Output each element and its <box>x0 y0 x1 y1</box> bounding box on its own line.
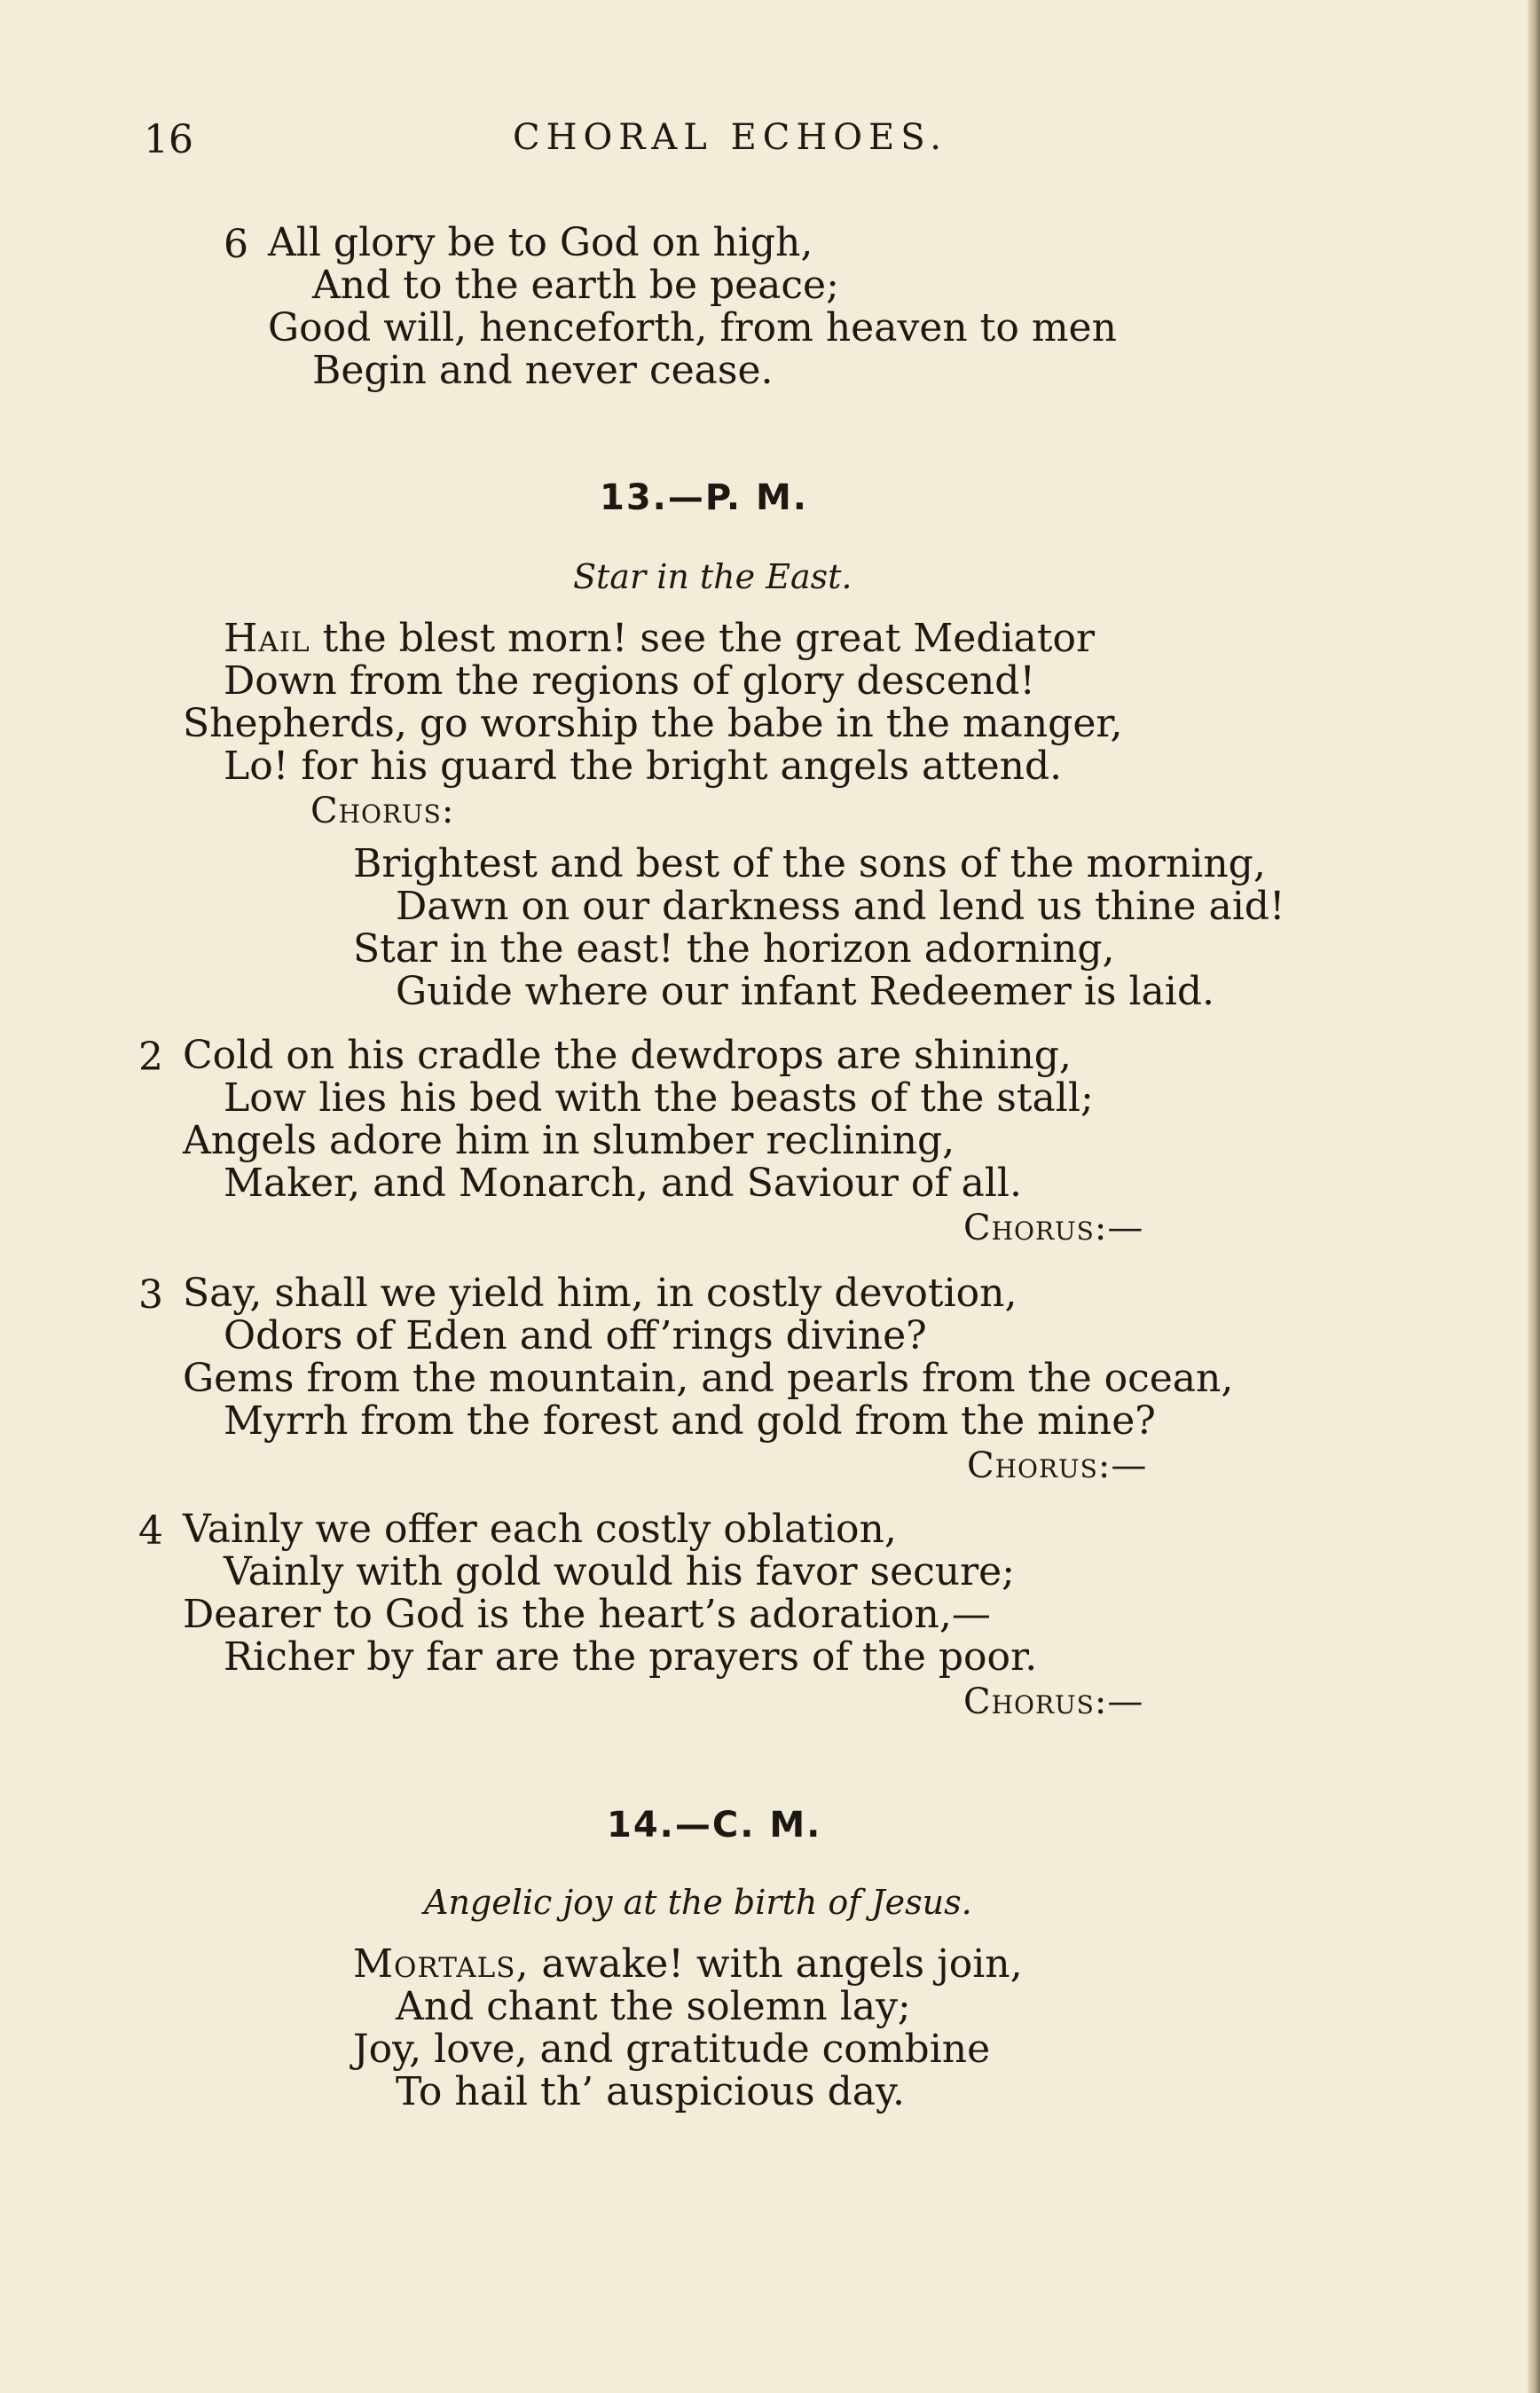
verse-line: To hail th’ auspicious day. <box>396 2069 905 2114</box>
verse-line-rest: awake! with angels join, <box>529 1941 1023 1987</box>
verse-line: Joy, love, and gratitude combine <box>353 2027 991 2072</box>
verse-lead-word: Mortals, <box>353 1941 530 1987</box>
verse-line: Shepherds, go worship the babe in the manger, <box>183 701 1123 746</box>
chorus-line: Guide where our infant Redeemer is laid. <box>396 969 1214 1014</box>
running-title: CHORAL ECHOES. <box>513 117 947 158</box>
verse-line: Maker, and Monarch, and Saviour of all. <box>224 1161 1022 1206</box>
hymn-title: Star in the East. <box>573 557 852 596</box>
stanza-number: 3 <box>138 1272 163 1318</box>
verse-line: Gems from the mountain, and pearls from the ocean, <box>183 1356 1234 1401</box>
page-number: 16 <box>144 117 193 162</box>
stanza-number: 4 <box>138 1508 163 1554</box>
verse-line: Dearer to God is the heart’s adoration,— <box>183 1592 991 1637</box>
verse-line <box>224 618 1095 660</box>
verse-line: Good will, henceforth, from heaven to men <box>268 305 1117 350</box>
chorus-line: Brightest and best of the sons of the morning, <box>353 841 1266 886</box>
chorus-line: Star in the east! the horizon adorning, <box>353 926 1115 972</box>
verse-line: And to the earth be peace; <box>312 263 839 308</box>
hymn-title: Angelic joy at the birth of Jesus. <box>424 1883 972 1922</box>
verse-line: Cold on his cradle the dewdrops are shining, <box>183 1033 1072 1078</box>
verse-line <box>353 1943 1023 1986</box>
verse-line: Low lies his bed with the beasts of the stall; <box>224 1075 1094 1121</box>
verse-line: Angels adore him in slumber reclining, <box>183 1118 955 1163</box>
chorus-label: Chorus: <box>310 791 455 831</box>
verse-line-rest: the blest morn! see the great Mediator <box>310 616 1095 661</box>
chorus-reference: Chorus:— <box>967 1445 1148 1486</box>
verse-line: Vainly we offer each costly oblation, <box>183 1507 897 1552</box>
page-edge <box>1528 0 1540 2393</box>
verse-line: Odors of Eden and off’rings divine? <box>224 1313 927 1358</box>
verse-line: All glory be to God on high, <box>268 220 813 265</box>
verse-line: Vainly with gold would his favor secure; <box>224 1549 1015 1594</box>
verse-line: Myrrh from the forest and gold from the mine? <box>224 1398 1156 1444</box>
verse-line: Lo! for his guard the bright angels attend. <box>224 744 1063 789</box>
stanza-number: 2 <box>138 1035 163 1080</box>
hymn-heading: 14.—C. M. <box>607 1805 822 1846</box>
chorus-reference: Chorus:— <box>963 1208 1144 1248</box>
chorus-line: Dawn on our darkness and lend us thine aid! <box>396 884 1285 929</box>
stanza-number: 6 <box>224 222 248 267</box>
verse-line: Begin and never cease. <box>312 348 774 393</box>
verse-line: Say, shall we yield him, in costly devotion, <box>183 1271 1018 1316</box>
verse-lead-word: Hail <box>224 616 310 661</box>
chorus-reference: Chorus:— <box>963 1681 1144 1722</box>
hymn-heading: 13.—P. M. <box>600 477 808 518</box>
verse-line: Down from the regions of glory descend! <box>224 658 1036 704</box>
verse-line: And chant the solemn lay; <box>396 1984 911 2029</box>
verse-line: Richer by far are the prayers of the poor. <box>224 1634 1038 1680</box>
